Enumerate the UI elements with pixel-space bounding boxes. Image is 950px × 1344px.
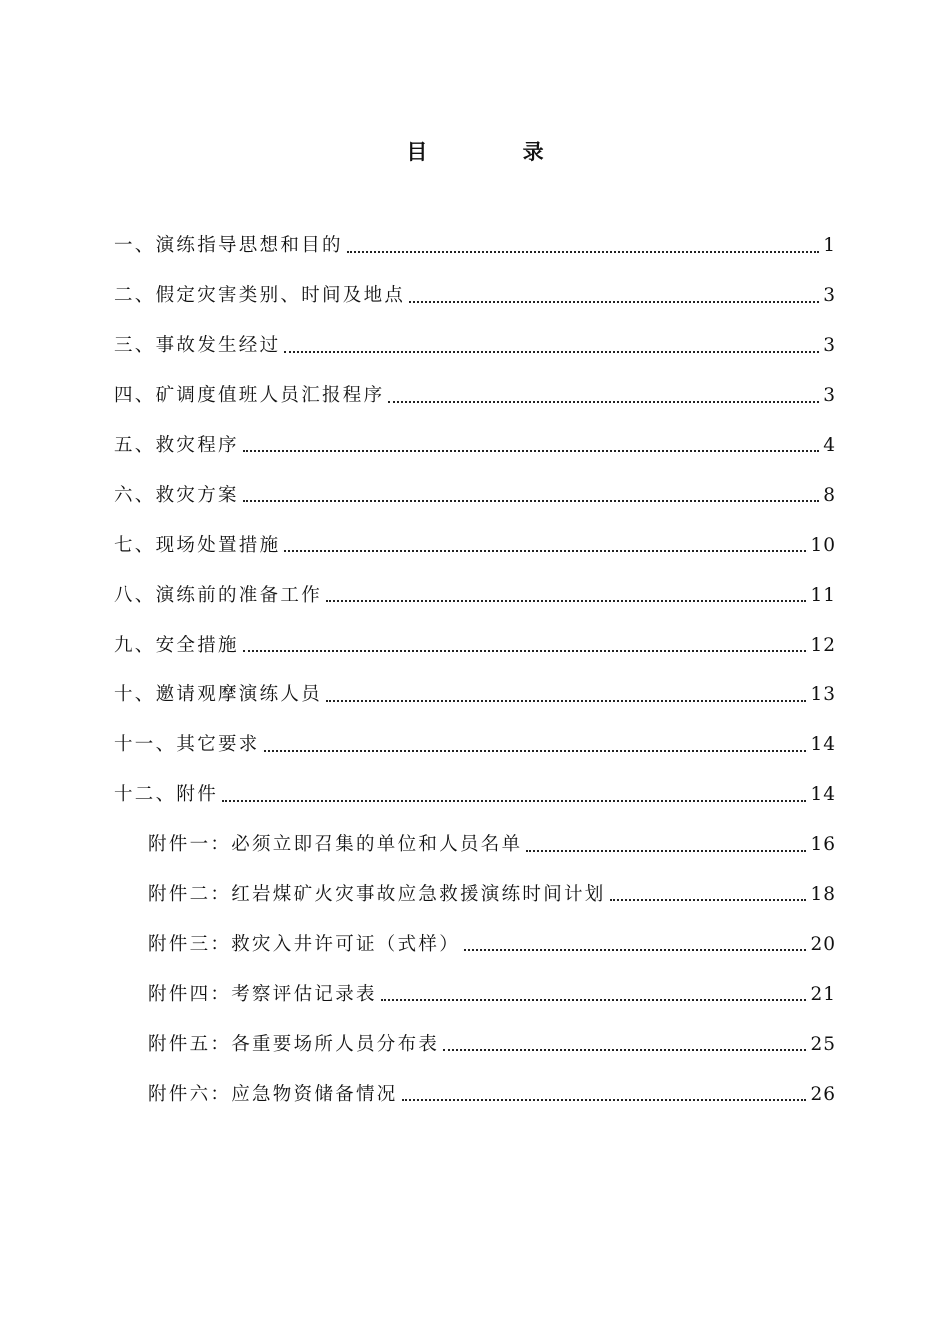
toc-entry-page-number: 11 bbox=[810, 584, 836, 606]
toc-entry[interactable] bbox=[114, 406, 836, 456]
toc-dot-leader bbox=[243, 500, 819, 502]
toc-entry-page-number: 4 bbox=[823, 434, 836, 456]
toc-entry-page-number: 18 bbox=[810, 883, 836, 905]
toc-entry-label: 十一、其它要求 bbox=[114, 734, 260, 756]
toc-sub-entry[interactable] bbox=[114, 954, 836, 1004]
toc-entry-page-number: 14 bbox=[810, 734, 836, 756]
toc-entry[interactable] bbox=[114, 256, 836, 306]
toc-entry[interactable] bbox=[114, 505, 836, 555]
toc-dot-leader bbox=[284, 550, 806, 552]
toc-dot-leader bbox=[464, 949, 806, 951]
toc-entry-label: 附件三：救灾入井许可证（式样） bbox=[148, 933, 461, 955]
toc-entry-page-number: 20 bbox=[810, 933, 836, 955]
toc-dot-leader bbox=[388, 401, 819, 403]
toc-entry-page-number: 10 bbox=[810, 534, 836, 556]
toc-dot-leader bbox=[381, 999, 807, 1001]
toc-sub-entry[interactable] bbox=[114, 904, 836, 954]
toc-dot-leader bbox=[409, 301, 819, 303]
toc-entry-page-number: 3 bbox=[823, 285, 836, 307]
toc-entry-label: 九、安全措施 bbox=[114, 634, 239, 656]
toc-entry-page-number: 26 bbox=[810, 1083, 836, 1105]
toc-dot-leader bbox=[610, 899, 807, 901]
toc-entry-label: 七、现场处置措施 bbox=[114, 534, 281, 556]
toc-sub-entry[interactable] bbox=[114, 1004, 836, 1054]
toc-entry[interactable] bbox=[114, 455, 836, 505]
toc-entry-label: 六、救灾方案 bbox=[114, 484, 239, 506]
toc-list bbox=[114, 206, 836, 1104]
toc-dot-leader bbox=[264, 750, 807, 752]
toc-entry-page-number: 3 bbox=[823, 385, 836, 407]
toc-entry[interactable] bbox=[114, 755, 836, 805]
toc-entry-page-number: 25 bbox=[810, 1033, 836, 1055]
toc-entry-page-number: 12 bbox=[810, 634, 836, 656]
toc-entry-page-number: 21 bbox=[810, 983, 836, 1005]
toc-entry-label: 附件一：必须立即召集的单位和人员名单 bbox=[148, 834, 523, 856]
toc-dot-leader bbox=[526, 850, 806, 852]
toc-entry-page-number: 16 bbox=[810, 834, 836, 856]
toc-entry-page-number: 13 bbox=[810, 684, 836, 706]
toc-entry-label: 附件六：应急物资储备情况 bbox=[148, 1083, 398, 1105]
toc-entry-page-number: 3 bbox=[823, 335, 836, 357]
toc-dot-leader bbox=[284, 351, 819, 353]
toc-entry[interactable] bbox=[114, 206, 836, 256]
toc-entry[interactable] bbox=[114, 306, 836, 356]
toc-entry-label: 十、邀请观摩演练人员 bbox=[114, 684, 323, 706]
toc-dot-leader bbox=[402, 1099, 807, 1101]
toc-entry-page-number: 1 bbox=[823, 235, 836, 257]
toc-dot-leader bbox=[347, 251, 819, 253]
toc-entry-label: 四、矿调度值班人员汇报程序 bbox=[114, 385, 385, 407]
toc-entry-label: 附件二：红岩煤矿火灾事故应急救援演练时间计划 bbox=[148, 883, 606, 905]
toc-sub-entry[interactable] bbox=[114, 1054, 836, 1104]
toc-sub-entry[interactable] bbox=[114, 805, 836, 855]
toc-entry[interactable] bbox=[114, 655, 836, 705]
toc-entry-label: 八、演练前的准备工作 bbox=[114, 584, 323, 606]
toc-entry-page-number: 14 bbox=[810, 784, 836, 806]
toc-entry[interactable] bbox=[114, 605, 836, 655]
toc-dot-leader bbox=[243, 450, 819, 452]
toc-entry-label: 十二、附件 bbox=[114, 784, 219, 806]
toc-entry-label: 三、事故发生经过 bbox=[114, 335, 281, 357]
toc-dot-leader bbox=[326, 600, 806, 602]
toc-entry[interactable] bbox=[114, 356, 836, 406]
toc-entry[interactable] bbox=[114, 555, 836, 605]
toc-entry-label: 附件四：考察评估记录表 bbox=[148, 983, 377, 1005]
toc-sub-entry[interactable] bbox=[114, 855, 836, 905]
toc-entry-page-number: 8 bbox=[823, 484, 836, 506]
toc-dot-leader bbox=[443, 1049, 806, 1051]
toc-dot-leader bbox=[243, 650, 807, 652]
toc-entry-label: 一、演练指导思想和目的 bbox=[114, 235, 343, 257]
toc-entry-label: 附件五：各重要场所人员分布表 bbox=[148, 1033, 440, 1055]
toc-dot-leader bbox=[222, 800, 806, 802]
toc-dot-leader bbox=[326, 700, 806, 702]
toc-entry-label: 五、救灾程序 bbox=[114, 434, 239, 456]
toc-title: 目 录 bbox=[406, 139, 588, 164]
toc-entry[interactable] bbox=[114, 705, 836, 755]
toc-entry-label: 二、假定灾害类别、时间及地点 bbox=[114, 285, 406, 307]
